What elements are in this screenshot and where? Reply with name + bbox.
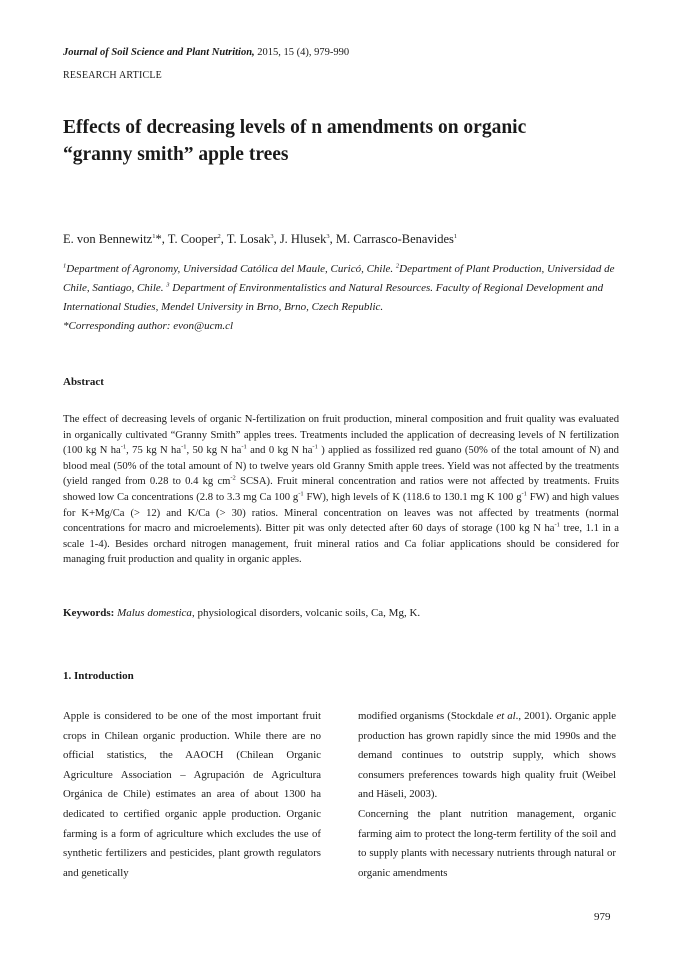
abstract-sup: -2 [230,474,236,482]
affiliations [63,260,623,336]
abstract-body [63,412,619,568]
affil-sup-1: 1 [63,262,67,270]
journal-issue: 2015, 15 (4), 979-990 [257,47,350,58]
abstract-text: The effect of decreasing levels of organic N-fertilization on fruit production, mineral composition and fruit quality was evaluated in organically cultivated “Granny Smith” apples trees. Treatments included the application of decreasing levels of N fertilization (100 kg N ha [63,414,619,457]
author-list [63,232,457,247]
author-separator: , [329,232,336,246]
section-heading: 1. Introduction [63,670,134,682]
author-separator: , [220,232,227,246]
keyword-italic: Malus domestica [117,607,192,619]
abstract-sup: -1 [521,490,527,498]
abstract-sup: -1 [241,443,247,451]
author-separator: , [161,232,168,246]
abstract-text: SCSA). Fruit mineral concentration and ratios were not affected by treatments. Fruits showed low Ca concentrations (2.8 to 3.3 mg Ca 100 g [63,476,619,503]
keywords-label: Keywords: [63,607,115,619]
corresponding-mark: * [155,232,162,246]
author-name: T. Losak [226,232,271,246]
author-affiliation-sup: 1 [453,232,458,240]
author-name: J. Hlusek [279,232,327,246]
affiliation-3: Department of Environmentalistics and Natural Resources. Faculty of Regional Development and International Studies, Mendel University in Brno, Brno, Czech Republic. [63,282,604,313]
intro-text: ., 2001). Organic apple production has grown rapidly since the mid 1990s and the demand continues to outstrip supply, which shows consumers preferences towards high quality fruit (Weibel and Häseli, 2003). [358,710,616,801]
page-number: 979 [594,911,611,923]
abstract-text: FW) and high values for K+Mg/Ca (> 12) and K/Ca (> 30) ratios. Mineral concentration on leaves was not affected by treatments (normal concentrations for macro and microelements). Bitter pit was only detected after 60 days of storage (100 kg N ha [63,491,619,535]
abstract-sup: -1 [298,490,304,498]
abstract-sup: -1 [120,443,127,451]
corresponding-author: *Corresponding author: evon@ucm.cl [63,320,234,332]
abstract-text: ) applied as fossilized red guano (50% of the total amount of N) and blood meal (50% of the total amount of N) to twelve years old Granny Smith apple trees. Yield was not affected by the treatments (yield ranged from 0.28 to 0.4 kg cm [63,445,619,488]
abstract-sup: -1 [312,443,318,451]
affil-sup-2: 2 [395,262,400,270]
intro-paragraph-2: Concerning the plant nutrition management, organic farming aim to protect the long-term fertility of the soil and to supply plants with necessary nutrients through natural or organic amendments [358,807,616,879]
abstract-text: FW), high levels of K (118.6 to 130.1 mg K 100 g [303,491,522,503]
intro-etal: et al [496,710,516,722]
author-affiliation-sup: 1 [152,232,156,240]
author-name: M. Carrasco-Benavides [335,232,454,246]
author-name: E. von Bennewitz [63,232,153,246]
intro-text: modified organisms (Stockdale [358,710,497,722]
abstract-text: and 0 kg N ha [246,445,313,457]
abstract-sup: -1 [181,443,187,451]
author-affiliation-sup: 3 [270,232,274,240]
title-line-1: Effects of decreasing levels of n amendments on organic [63,117,527,138]
paper-title [63,114,623,168]
journal-name: Journal of Soil Science and Plant Nutrition, [63,47,255,58]
intro-column-left: Apple is considered to be one of the most important fruit crops in Chilean organic production. While there are no official statistics, the AAOCH (Chilean Organic Agriculture Association – Agrupación de Agricultura Orgánica de Chile) estimates an area of about 1300 ha dedicated to certified organic apple production. Organic farming is a form of agriculture which excludes the use of synthetic fertilizers and pesticides, plant growth regulators and genetically [63,710,321,879]
intro-column-right [358,707,616,883]
affiliation-2: Department of Plant Production, Universidad de Chile, Santiago, Chile. [63,263,615,294]
article-type: RESEARCH ARTICLE [63,70,162,81]
affiliation-1: Department of Agronomy, Universidad Católica del Maule, Curicó, Chile. [66,263,396,275]
abstract-sup: -1 [554,521,560,529]
author-affiliation-sup: 2 [217,232,221,240]
abstract-text: , 75 kg N ha [126,445,182,457]
keywords-rest: , physiological disorders, volcanic soils, Ca, Mg, K. [191,607,421,619]
keywords [63,607,619,619]
abstract-heading: Abstract [63,376,104,388]
abstract-text: , 50 kg N ha [186,445,242,457]
affil-sup-3: 3 [166,281,170,289]
author-separator: , [273,232,280,246]
title-line-2: “granny smith” apple trees [63,144,289,165]
author-affiliation-sup: 3 [326,232,330,240]
author-name: T. Cooper [167,232,218,246]
abstract-text: tree, 1.1 in a scale 1-4). Besides orchard nitrogen management, fruit mineral ratios and Ca foliar applications should be considered for managing fruit production and quality in organic apples. [63,523,619,566]
journal-citation [63,47,349,58]
